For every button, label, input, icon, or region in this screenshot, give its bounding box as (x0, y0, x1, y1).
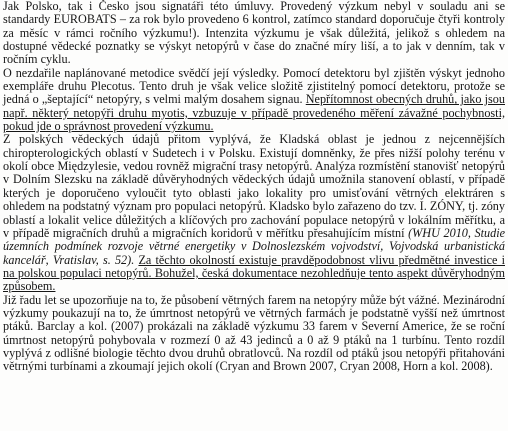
paragraph-1 (0, 0, 508, 67)
paragraph-4 (0, 294, 508, 374)
paragraph-3-underlined-text: Za těchto okolností existuje pravděpodobnost vlivu předmětné investice i na polskou populaci netopýrů. Bohužel, česká dokumentace nezohledňuje tento aspekt důvěryhodným způsobem. (3, 252, 505, 294)
paragraph-1-text: Jak Polsko, tak i Česko jsou signatáři této úmluvy. Provedený výzkum nebyl v souladu ani se standardy EUROBATS – za rok bylo provedeno 6 kontrol, zatímco standard doporučuje čtyři kontroly za měsíc v rámci ročního výzkumu!). Intenzita výzkumu je však důležitá, jelikož s ohledem na dostupné vědecké poznatky se výskyt netopýrů v čase do značné míry liší, a to jak v denním, tak v ročním cyklu. (3, 0, 505, 67)
paragraph-2 (0, 67, 508, 134)
paragraph-3-text: Z polských vědeckých údajů přitom vyplývá, že Kladská oblast je jednou z nejcennějších chiropterologických oblastí v Sudetech i v Polsku. Existují domněnky, že přes nižší polohy terénu v okolí obce Międzylesie, vedou rovněž migrační trasy netopýrů. Analýza rozmístění stanovišť netopýrů v Dolním Slezsku na základě důvěryhodných vědeckých údajů umožnila stanovení oblastí, v případě kterých je doporučeno vyloučit tyto oblasti jako lokality pro umisťování větrných elektráren s ohledem na podstatný význam pro populaci netopýrů. Kladsko bylo zařazeno do tzv. I. ZÓNY, tj. zóny oblastí a lokalit velice důležitých a klíčových pro zachování populace netopýrů v lokálním měřítku, a v případě migračních druhů a migračních koridorů v měřítku přesahujícím místní (3, 132, 505, 240)
paragraph-3-citation: (WHU 2010, Studie územních podmínek rozvoje větrné energetiky v Dolnoslezském vojvodství, Vojvodská urbanistická kancelář, Vratislav, s. 52). (3, 225, 505, 267)
paragraph-2-underlined-text: Nepřítomnost obecných druhů, jako jsou např. některý netopýři druhu myotis, vzbuzuje v případě provedeného měření závažné pochybnosti, pokud jde o správnost provedení výzkumu. (3, 92, 505, 134)
paragraph-4-text: Již řadu let se upozorňuje na to, že působení větrných farem na netopýry může být vážné. Mezinárodní výzkumy poukazují na to, že úmrtnost netopýrů ve větrných farmách je podstatně vyšší než úmrtnost ptáků. Barclay a kol. (2007) prokázali na základě výzkumu 33 farem v Severní Americe, že se roční úmrtnost netopýrů pohybovala v rozmezí 0 až 43 jedinců a 0 až 9 ptáků na 1 turbínu. Tento rozdíl vyplývá z odlišné biologie těchto dvou druhů obratlovců. Na rozdíl od ptáků jsou netopýři přitahováni větrnými turbínami a zkoumají jejich okolí (Cryan and Brown 2007, Cryan 2008, Horn a kol. 2008). (3, 292, 505, 374)
paragraph-2-text: O nezdařile naplánované metodice svědčí její výsledky. Pomocí detektoru byl zjištěn výskyt jednoho exempláře druhu Plecotus. Tento druh je však velice složitě zjistitelný pomocí detektoru, protože se jedná o „šeptající“ netopýry, s velmi malým dosahem signau. (3, 65, 505, 107)
paragraph-3 (0, 133, 508, 293)
